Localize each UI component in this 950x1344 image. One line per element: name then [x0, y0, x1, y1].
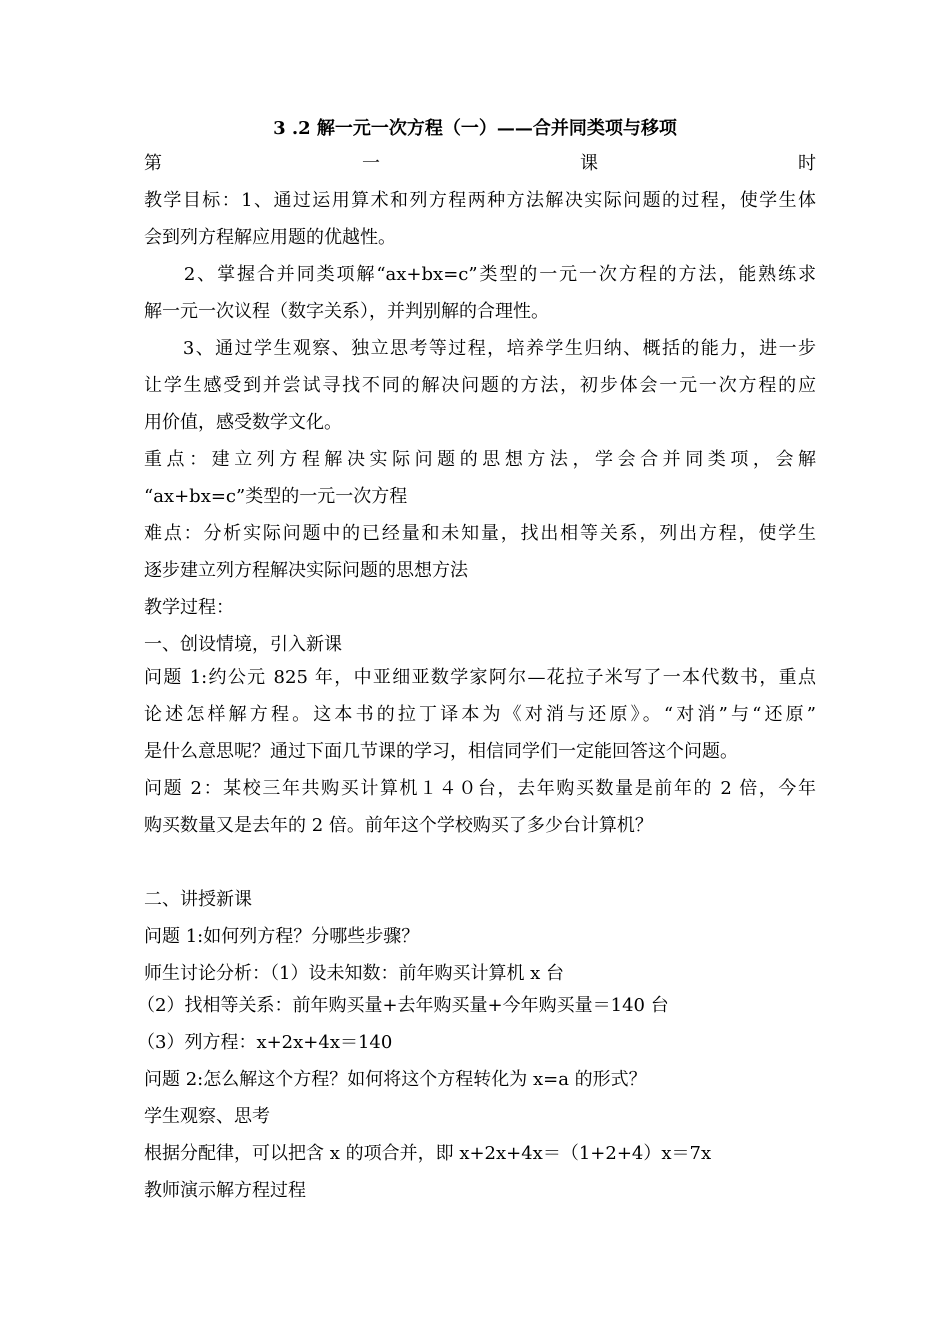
text-line-process-heading: 教学过程： — [144, 597, 234, 618]
text-line-teacher-demo: 教师演示解方程过程 — [144, 1180, 306, 1201]
text-line-question-2a: 问题 2：某校三年共购买计算机１４０台，去年购买数量是前年的 2 倍，今年 — [144, 778, 816, 799]
text-line-goal-1b: 会到列方程解应用题的优越性。 — [144, 227, 396, 248]
text-line-question-1b: 论述怎样解方程。这本书的拉丁译本为《对消与还原》。“对消”与“还原” — [144, 704, 816, 725]
text-line-goal-3c: 用价值，感受数学文化。 — [144, 412, 342, 433]
text-line-goal-3b: 让学生感受到并尝试寻找不同的解决问题的方法，初步体会一元一次方程的应 — [144, 375, 816, 396]
text-line-difficulty-b: 逐步建立列方程解决实际问题的思想方法 — [144, 560, 468, 581]
text-line-difficulty-a: 难点：分析实际问题中的已经量和未知量，找出相等关系，列出方程，使学生 — [144, 523, 816, 544]
text-line-key-point-b: “ax+bx=c”类型的一元一次方程 — [144, 486, 408, 507]
text-line-lesson: 第一课时 — [144, 153, 816, 174]
text-line-new-question-1: 问题 1:如何列方程？分哪些步骤？ — [144, 926, 420, 947]
text-line-goal-3a: 3、通过学生观察、独立思考等过程，培养学生归纳、概括的能力，进一步 — [144, 338, 816, 359]
text-line-analysis-step-2: （2）找相等关系：前年购买量+去年购买量+今年购买量＝140 台 — [137, 995, 669, 1016]
text-line-goal-1a: 教学目标：1、通过运用算术和列方程两种方法解决实际问题的过程，使学生体 — [144, 190, 816, 211]
section-heading-2: 二、讲授新课 — [144, 889, 252, 910]
text-line-question-1a: 问题 1:约公元 825 年，中亚细亚数学家阿尔—花拉子米写了一本代数书，重点 — [144, 667, 816, 688]
section-heading-1: 一、创设情境，引入新课 — [144, 634, 342, 655]
document-title: 3 .2 解一元一次方程（一）——合并同类项与移项 — [273, 118, 677, 139]
text-line-goal-2b: 解一元一次议程（数字关系），并判别解的合理性。 — [144, 301, 549, 322]
text-line-analysis-step-3: （3）列方程：x+2x+4x＝140 — [137, 1032, 393, 1053]
text-line-goal-2a: 2、掌握合并同类项解“ax+bx=c”类型的一元一次方程的方法，能熟练求 — [144, 264, 816, 285]
text-line-key-point-a: 重点：建立列方程解决实际问题的思想方法，学会合并同类项，会解 — [144, 449, 816, 470]
text-line-observe: 学生观察、思考 — [144, 1106, 270, 1127]
text-line-new-question-2: 问题 2:怎么解这个方程？如何将这个方程转化为 x=a 的形式？ — [144, 1069, 647, 1090]
text-line-analysis-step-1: 师生讨论分析：（1）设未知数：前年购买计算机 x 台 — [144, 963, 565, 984]
text-line-question-2b: 购买数量又是去年的 2 倍。前年这个学校购买了多少台计算机？ — [144, 815, 653, 836]
text-line-question-1c: 是什么意思呢？通过下面几节课的学习，相信同学们一定能回答这个问题。 — [144, 741, 738, 762]
text-line-distributive: 根据分配律，可以把含 x 的项合并，即 x+2x+4x＝（1+2+4）x＝7x — [144, 1143, 712, 1164]
